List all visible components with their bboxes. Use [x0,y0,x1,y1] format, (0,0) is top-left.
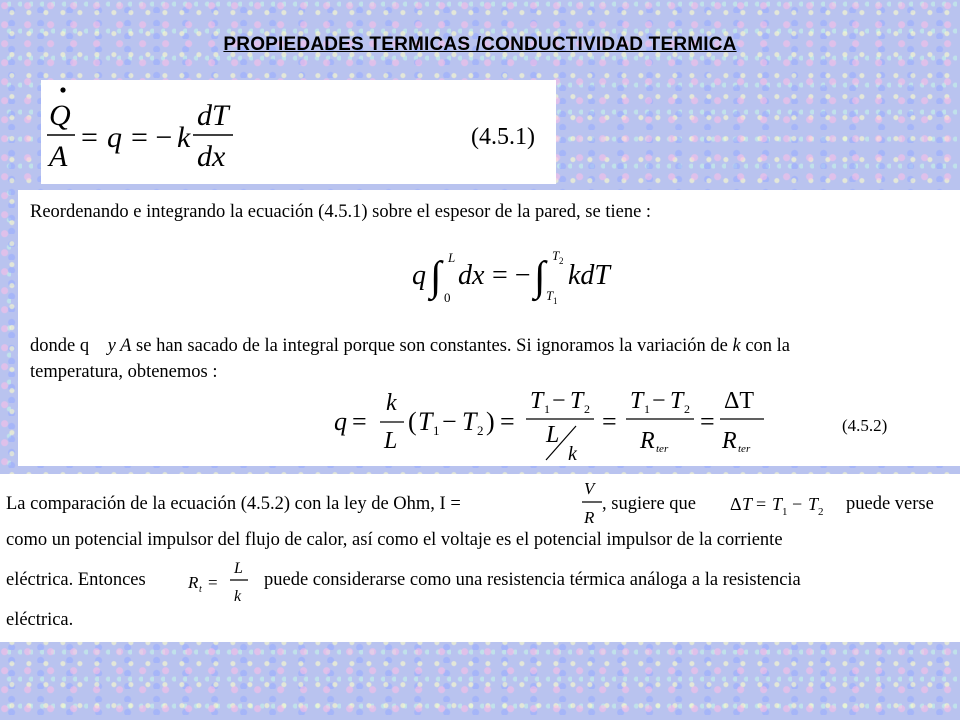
svg-text:=: = [352,407,367,436]
svg-text:T: T [462,407,477,436]
svg-text:= −: = − [492,260,531,291]
text-segment: La comparación de la ecuación (4.5.2) con la ley de Ohm, I = [6,494,461,514]
svg-text:k: k [177,121,191,154]
paragraph-line: temperatura, obtenemos : [30,362,218,382]
svg-text:−: − [552,388,566,414]
svg-text:T: T [772,494,783,514]
svg-text:−: − [792,494,803,514]
svg-text:=: = [81,121,98,154]
svg-text:): ) [486,407,495,436]
svg-text:T: T [630,388,644,414]
page-title: PROPIEDADES TERMICAS /CONDUCTIVIDAD TERMICA [223,34,737,55]
svg-text:dx: dx [197,140,226,173]
svg-text:ter: ter [656,443,669,455]
text-segment: se han sacado de la integral porque son constantes. Si ignoramos la variación de [136,336,728,356]
paragraph-line: Reordenando e integrando la ecuación (4.5.1) sobre el espesor de la pared, se tiene : [30,202,652,222]
svg-text:2: 2 [477,423,484,438]
svg-text:R: R [584,508,595,527]
svg-text:k: k [234,588,242,605]
svg-text:−: − [442,407,457,436]
svg-text:2: 2 [584,402,590,416]
paragraph-line: puede verse [846,494,934,514]
svg-text:kdT: kdT [568,260,610,291]
svg-text:T: T [742,494,753,514]
svg-text:=: = [700,407,715,436]
equation-box-4-5-1 [41,80,556,184]
svg-text:dT: dT [197,99,229,132]
svg-text:∫: ∫ [430,254,442,300]
thermal-resistance-equation [332,384,772,464]
paragraph-line: eléctrica. Entonces [6,570,146,590]
svg-text:ΔT: ΔT [724,388,755,414]
svg-text:1: 1 [644,402,650,416]
svg-text:T: T [570,388,584,414]
svg-text:dx: dx [458,260,485,291]
equation-number: (4.5.2) [842,416,888,435]
svg-text:T: T [670,388,684,414]
paragraph-line [6,494,461,515]
svg-text:2: 2 [559,256,564,266]
svg-text:Q: Q [49,99,71,132]
svg-text:1: 1 [782,506,788,518]
resistance-expression [186,556,252,608]
delta-t-expression [728,488,840,520]
svg-text:∫: ∫ [534,254,546,300]
svg-text:A: A [49,140,68,173]
paragraph-line: puede considerarse como una resistencia térmica análoga a la resistencia [264,570,801,590]
paragraph-line: eléctrica. [6,610,74,630]
svg-text:T: T [418,407,433,436]
ohm-fraction [580,476,604,528]
svg-text:2: 2 [818,506,824,518]
svg-text:=: = [756,494,767,514]
paragraph-line: como un potencial impulsor del flujo de calor, así como el voltaje es el potencial impulsor de la corriente [6,530,783,550]
integral-equation [408,242,638,306]
svg-text:=: = [500,407,515,436]
text-segment: con la [745,336,791,356]
svg-text:R: R [722,428,737,454]
paragraph-line: , sugiere que [602,494,697,514]
paragraph-line [30,336,790,357]
svg-text:L: L [448,250,456,265]
svg-text:= −: = − [131,121,173,154]
svg-text:T: T [552,248,560,263]
svg-text:T: T [808,494,819,514]
svg-text:q: q [334,407,347,436]
svg-text:=: = [602,407,617,436]
svg-text:k: k [568,443,577,464]
svg-text:L: L [234,560,243,577]
svg-text:L: L [384,428,398,454]
svg-text:V: V [584,479,595,498]
svg-text:−: − [652,388,666,414]
svg-text:1: 1 [544,402,550,416]
svg-text:q: q [107,121,122,154]
svg-text:1: 1 [433,423,440,438]
svg-text:t: t [199,584,202,595]
text-segment: y A [107,336,132,356]
svg-text:T: T [530,388,544,414]
svg-text:q: q [412,260,426,291]
svg-text:R: R [188,573,199,592]
equation-number: (4.5.1) [471,124,535,150]
svg-text:2: 2 [684,402,690,416]
text-segment: k [732,336,741,356]
svg-text:(: ( [408,407,417,436]
svg-text:L: L [546,422,560,448]
svg-text:0: 0 [444,290,451,305]
svg-text:Δ: Δ [730,494,742,514]
svg-text:R: R [640,428,655,454]
derivation-box [18,190,960,466]
svg-text:=: = [208,573,218,592]
ohm-analogy-box [0,474,960,642]
svg-text:k: k [386,390,397,416]
svg-text:1: 1 [553,296,558,306]
svg-text:T: T [546,288,554,303]
svg-text:ter: ter [738,443,751,455]
text-segment: donde q [30,336,90,356]
